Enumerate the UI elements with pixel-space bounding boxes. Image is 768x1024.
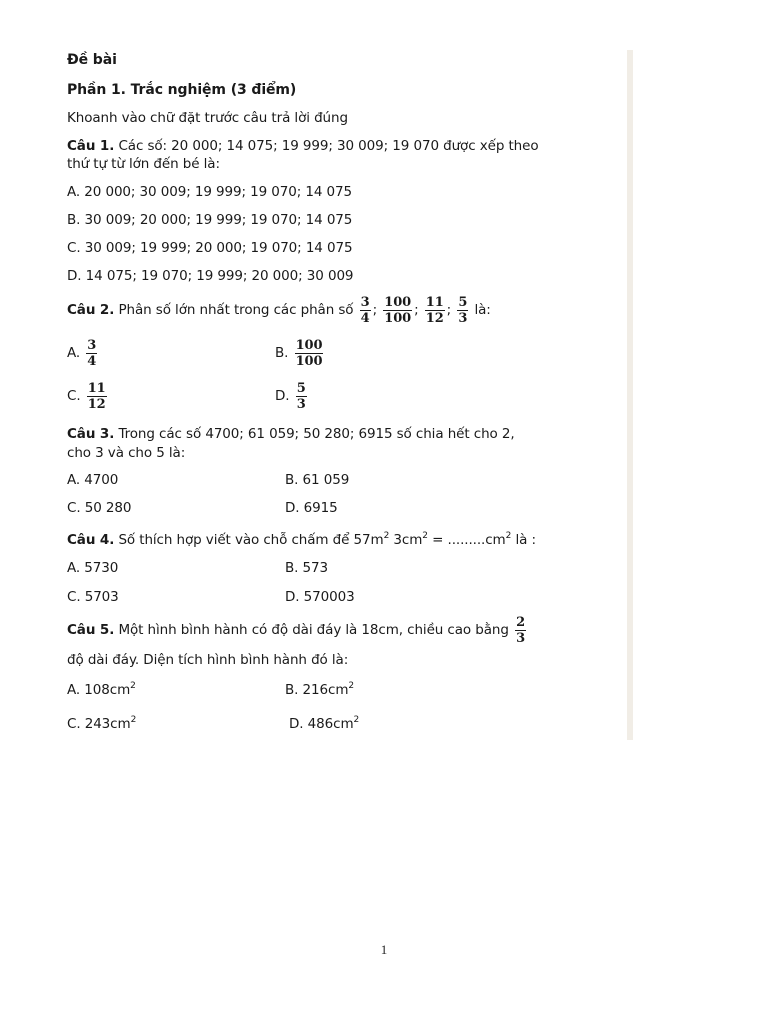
q2-option-b: B. $\frac{100}{100}$ bbox=[275, 337, 323, 369]
q3-line1 bbox=[67, 426, 515, 443]
q2-option-d: D. $\frac{5}{3}$ bbox=[275, 380, 306, 412]
q4-label: Câu 4. bbox=[67, 532, 115, 548]
q3-option-c: C. 50 280 bbox=[67, 500, 132, 516]
q1-option-d: D. 14 075; 19 070; 19 999; 20 000; 30 009 bbox=[67, 268, 354, 284]
section-title: Phần 1. Trắc nghiệm (3 điểm) bbox=[67, 82, 297, 98]
q4-option-c: C. 5703 bbox=[67, 589, 119, 605]
q2-option-c: C. $\frac{11}{12}$ bbox=[67, 380, 106, 412]
q3-option-b: B. 61 059 bbox=[285, 472, 350, 488]
q1-line2: thứ tự từ lớn đến bé là: bbox=[67, 156, 220, 172]
q4-option-a: A. 5730 bbox=[67, 560, 119, 576]
q3-line2: cho 3 và cho 5 là: bbox=[67, 445, 186, 461]
q3-label: Câu 3. bbox=[67, 426, 115, 442]
q5-option-b: B. $216cm^2$ bbox=[285, 681, 355, 698]
q2-fraction-4: $\frac{5}{3}$ bbox=[458, 294, 468, 326]
q1-line1 bbox=[67, 138, 539, 155]
q1-text: Các số: 20 000; 14 075; 19 999; 30 009; 19 070 được xếp theo bbox=[114, 138, 539, 154]
q5-line1: Câu 5. Một hình bình hành có độ dài đáy là 18cm, chiều cao bằng $\frac{2}{3}$ bbox=[67, 614, 526, 646]
q5-fraction: $\frac{2}{3}$ bbox=[516, 614, 526, 646]
q2-fraction-1: $\frac{3}{4}$ bbox=[360, 294, 370, 326]
q1-option-a: A. 20 000; 30 009; 19 999; 19 070; 14 075 bbox=[67, 184, 353, 200]
q4-option-d: D. 570003 bbox=[285, 589, 355, 605]
instruction: Khoanh vào chữ đặt trước câu trả lời đúng bbox=[67, 110, 348, 126]
q5-option-d: D. $486cm^2$ bbox=[289, 715, 360, 732]
q4-question: Câu 4. Số thích hợp viết vào chỗ chấm để $57m^2$ $3cm^2 = .........cm^2$ là : bbox=[67, 531, 536, 548]
q3-text: Trong các số 4700; 61 059; 50 280; 6915 số chia hết cho 2, bbox=[114, 426, 515, 442]
q1-option-b: B. 30 009; 20 000; 19 999; 19 070; 14 075 bbox=[67, 212, 353, 228]
q2-fraction-3: $\frac{11}{12}$ bbox=[425, 294, 444, 326]
q5-line2: độ dài đáy. Diện tích hình bình hành đó là: bbox=[67, 652, 349, 668]
q1-label: Câu 1. bbox=[67, 138, 115, 154]
q2-tail: là: bbox=[470, 302, 491, 318]
q2-option-a: A. $\frac{3}{4}$ bbox=[67, 337, 97, 369]
page-number: 1 bbox=[380, 942, 388, 957]
q5-option-a: A. $108cm^2$ bbox=[67, 681, 136, 698]
q2-text: Phân số lớn nhất trong các phân số bbox=[114, 302, 354, 318]
heading: Đề bài bbox=[67, 52, 117, 68]
q1-option-c: C. 30 009; 19 999; 20 000; 19 070; 14 075 bbox=[67, 240, 353, 256]
q3-option-a: A. 4700 bbox=[67, 472, 119, 488]
q5-label: Câu 5. bbox=[67, 622, 115, 638]
q5-option-c: C. $243cm^2$ bbox=[67, 715, 137, 732]
document-sheet bbox=[57, 50, 633, 740]
q3-option-d: D. 6915 bbox=[285, 500, 338, 516]
q4-option-b: B. 573 bbox=[285, 560, 329, 576]
q2-fraction-2: $\frac{100}{100}$ bbox=[384, 294, 412, 326]
q2-question: Câu 2. Phân số lớn nhất trong các phân số $\frac{3}{4}$ ; $\frac{100}{100}$ ; $\frac{11}{12}$ ; $\frac{5}{3}$ là: bbox=[67, 294, 491, 326]
q2-label: Câu 2. bbox=[67, 302, 115, 318]
